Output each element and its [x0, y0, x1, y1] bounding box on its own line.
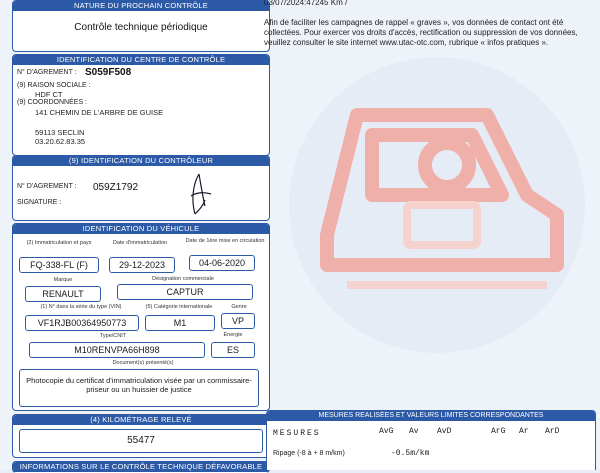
defavorable-panel	[12, 461, 270, 473]
next-test-header: NATURE DU PROCHAIN CONTRÔLE	[13, 1, 269, 11]
address-line1: 141 CHEMIN DE L'ARBRE DE GUISE	[35, 108, 164, 117]
centre-panel	[12, 54, 270, 156]
centre-agrement-label: N° D'AGREMENT :	[17, 69, 77, 76]
date-immat-label: Date d'immatriculation	[112, 240, 168, 246]
col-ard: ArD	[545, 427, 560, 436]
centre-phone: 03.20.62.83.35	[35, 137, 86, 146]
measures-panel	[266, 410, 596, 470]
address-line2: 59113 SECLIN	[35, 128, 85, 137]
controleur-agrement: 059Z1792	[93, 182, 139, 193]
coord-label: (9) COORDONNÉES :	[17, 99, 88, 106]
cat-field: M1	[145, 315, 215, 331]
vehicle-header: IDENTIFICATION DU VÉHICULE	[13, 224, 269, 234]
vin-field: VF1RJB00364950773	[25, 315, 139, 331]
km-field: 55477	[19, 429, 263, 453]
ripage-value: -0.5m/km	[391, 449, 430, 458]
designation-label: Désignation commerciale	[152, 276, 214, 282]
date-first-label: Date de 1ère mise en circulation	[185, 238, 265, 244]
defavorable-header: INFORMATIONS SUR LE CONTRÔLE TECHNIQUE DÉFAVORABLE	[13, 462, 269, 472]
col-ar: Ar	[519, 427, 529, 436]
km-header: (4) KILOMÉTRAGE RELEVÉ	[13, 415, 269, 425]
date-first-field: 04-06-2020	[189, 255, 255, 271]
watermark-car-icon	[287, 55, 587, 355]
date-immat-field: 29-12-2023	[109, 257, 175, 273]
signature-image	[181, 170, 217, 218]
vin-label: (1) N° dans la série du type (VIN)	[40, 304, 122, 310]
col-avd: AvD	[437, 427, 452, 436]
type-field: M10RENVPA66H898	[29, 342, 205, 358]
col-av: Av	[409, 427, 419, 436]
right-column	[262, 0, 600, 470]
raison-label: (9) RAISON SOCIALE :	[17, 82, 91, 89]
measures-label: MESURES	[273, 429, 321, 438]
marque-label: Marque	[53, 277, 73, 283]
designation-field: CAPTUR	[117, 284, 253, 300]
ripage-label: Ripage (-8 à + 8 m/km)	[273, 450, 345, 457]
cat-label: (5) Catégorie internationale	[145, 304, 213, 310]
col-arg: ArG	[491, 427, 506, 436]
signature-label: SIGNATURE :	[17, 199, 62, 206]
docs-field: Photocopie du certificat d'immatriculation visée par un commissaire-priseur ou un huissier de justice	[19, 369, 259, 407]
km-panel	[12, 414, 270, 458]
type-label: Type/CNIT	[99, 333, 127, 339]
genre-label: Genre	[231, 304, 247, 310]
measures-header: MESURES REALISÉES ET VALEURS LIMITES CORRESPONDANTES	[267, 411, 595, 421]
energie-label: Énergie	[223, 332, 243, 338]
marque-field: RENAULT	[25, 286, 101, 302]
col-avg: AvG	[379, 427, 394, 436]
vehicle-panel	[12, 223, 270, 411]
raison-value: HDF CT	[35, 90, 63, 99]
centre-agrement: S059F508	[85, 67, 132, 78]
left-column	[8, 0, 270, 470]
controleur-panel	[12, 155, 270, 221]
controleur-header: (9) IDENTIFICATION DU CONTRÔLEUR	[13, 156, 269, 166]
immat-field: FQ-338-FL (F)	[19, 257, 99, 273]
mileage-history-line: 03/07/2024:47245 Km /	[264, 0, 348, 7]
genre-field: VP	[221, 313, 255, 329]
privacy-notice: Afin de faciliter les campagnes de rappel « graves », vos données de contact ont été collectées. Pour exercer vos droits d'accès, rectification ou suppression de vos données, veuillez consulter le site internet www.utac-otc.com, rubrique « infos pratiques ».	[264, 18, 578, 47]
centre-header: IDENTIFICATION DU CENTRE DE CONTRÔLE	[13, 55, 269, 65]
energie-field: ES	[211, 342, 255, 358]
immat-label: (2) Immatriculation et pays	[26, 240, 92, 246]
next-test-value: Contrôle technique périodique	[74, 22, 208, 33]
controleur-agrement-label: N° D'AGREMENT :	[17, 183, 77, 190]
next-test-panel	[12, 0, 270, 52]
docs-label: Document(s) présenté(s)	[112, 360, 174, 366]
right-text	[264, 0, 594, 48]
